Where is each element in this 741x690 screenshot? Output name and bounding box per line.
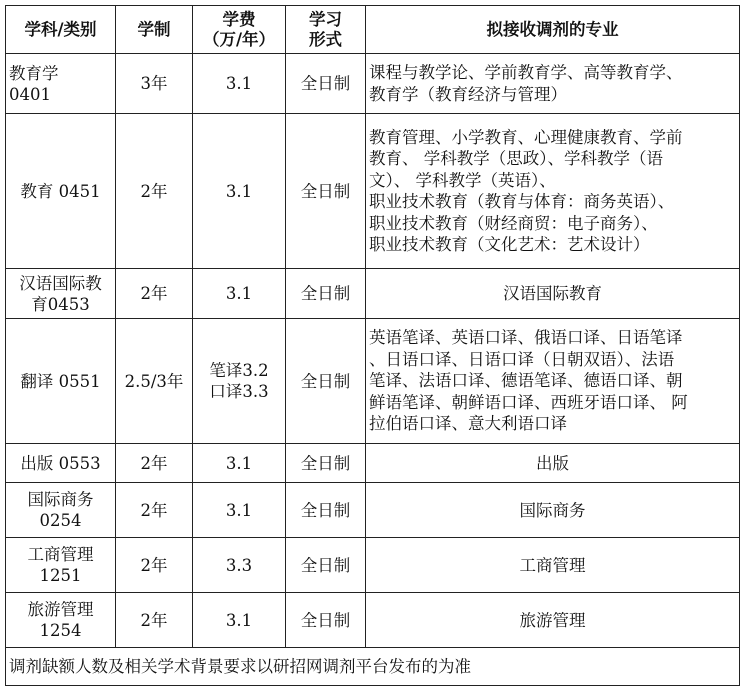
subject-cell: 旅游管理 1254: [6, 593, 116, 648]
table-row: [6, 54, 740, 114]
table-row: [6, 269, 740, 319]
subject-cell: 教育学 0401: [6, 54, 116, 114]
majors-cell: 汉语国际教育: [366, 269, 740, 319]
mode-cell: 全日制: [286, 483, 366, 538]
duration-cell: 2年: [116, 483, 193, 538]
fee-cell: 3.1: [193, 444, 286, 483]
footer-row: [6, 648, 740, 686]
duration-cell: 2年: [116, 444, 193, 483]
subject-cell: 翻译 0551: [6, 319, 116, 444]
table-row: [6, 444, 740, 483]
mode-cell: 全日制: [286, 114, 366, 269]
table-row: [6, 483, 740, 538]
fee-cell: 3.1: [193, 269, 286, 319]
majors-cell: 课程与教学论、学前教育学、高等教育学、 教育学（教育经济与管理）: [366, 54, 740, 114]
table-row: [6, 538, 740, 593]
adjustment-table: [5, 5, 740, 686]
mode-cell: 全日制: [286, 593, 366, 648]
fee-cell: 3.1: [193, 483, 286, 538]
majors-cell: 英语笔译、英语口译、俄语口译、日语笔译 、日语口译、日语口译（日朝双语）、法语 笔译、法语口译、德语笔译、德语口译、朝 鲜语笔译、朝鲜语口译、西班牙语口译、 阿 拉伯语口译、意大利语口译: [366, 319, 740, 444]
duration-cell: 2年: [116, 114, 193, 269]
footer-note: 调剂缺额人数及相关学术背景要求以研招网调剂平台发布的为准: [6, 648, 740, 686]
subject-cell: 汉语国际教 育0453: [6, 269, 116, 319]
duration-cell: 2年: [116, 538, 193, 593]
mode-cell: 全日制: [286, 319, 366, 444]
table-row: [6, 114, 740, 269]
table-row: [6, 319, 740, 444]
header-row: [6, 6, 740, 54]
table-row: [6, 593, 740, 648]
majors-cell: 教育管理、小学教育、心理健康教育、学前 教育、 学科教学（思政）、学科教学（语 文）、 学科教学（英语）、 职业技术教育（教育与体育：商务英语）、 职业技术教育（财经商贸：电子商务）、 职业技术教育（文化艺术：艺术设计）: [366, 114, 740, 269]
header-duration: 学制: [116, 6, 193, 54]
subject-cell: 出版 0553: [6, 444, 116, 483]
mode-cell: 全日制: [286, 269, 366, 319]
fee-cell: 3.3: [193, 538, 286, 593]
majors-cell: 国际商务: [366, 483, 740, 538]
majors-cell: 旅游管理: [366, 593, 740, 648]
subject-cell: 教育 0451: [6, 114, 116, 269]
header-fee: 学费 （万/年）: [193, 6, 286, 54]
duration-cell: 2年: [116, 269, 193, 319]
fee-cell: 笔译3.2 口译3.3: [193, 319, 286, 444]
duration-cell: 3年: [116, 54, 193, 114]
fee-cell: 3.1: [193, 593, 286, 648]
subject-cell: 工商管理 1251: [6, 538, 116, 593]
fee-cell: 3.1: [193, 54, 286, 114]
duration-cell: 2.5/3年: [116, 319, 193, 444]
subject-cell: 国际商务 0254: [6, 483, 116, 538]
header-subject: 学科/类别: [6, 6, 116, 54]
mode-cell: 全日制: [286, 444, 366, 483]
mode-cell: 全日制: [286, 54, 366, 114]
fee-cell: 3.1: [193, 114, 286, 269]
header-majors: 拟接收调剂的专业: [366, 6, 740, 54]
majors-cell: 工商管理: [366, 538, 740, 593]
header-mode: 学习 形式: [286, 6, 366, 54]
duration-cell: 2年: [116, 593, 193, 648]
majors-cell: 出版: [366, 444, 740, 483]
mode-cell: 全日制: [286, 538, 366, 593]
